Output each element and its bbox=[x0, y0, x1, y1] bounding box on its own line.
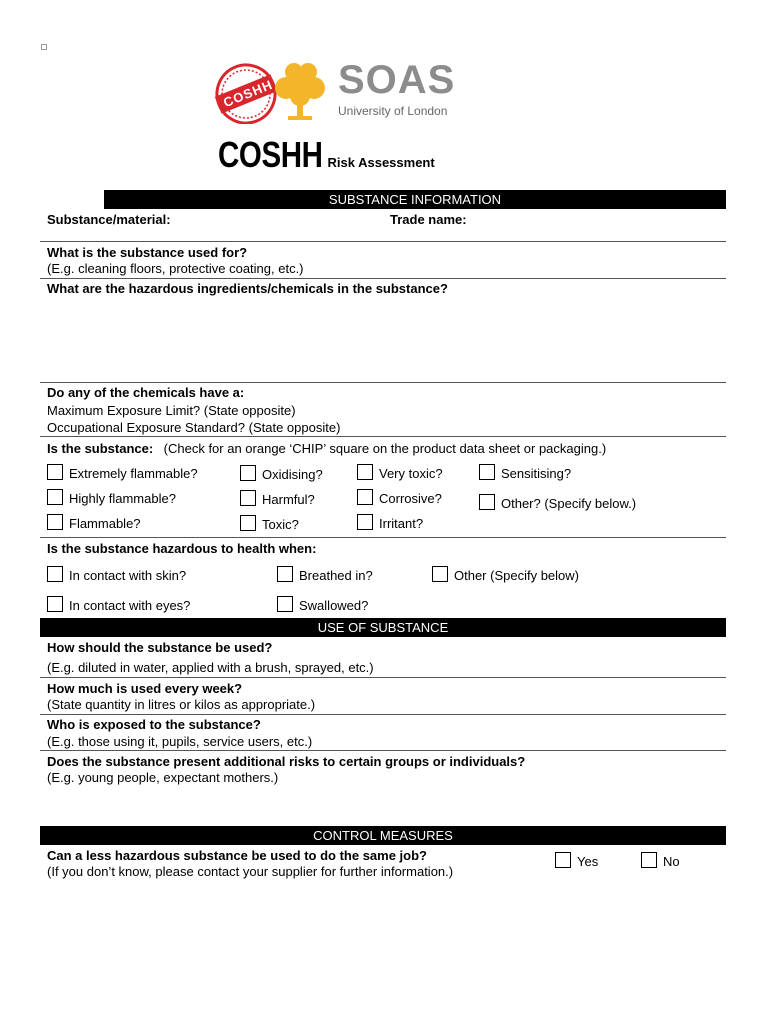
logo-subtitle: University of London bbox=[338, 104, 448, 118]
option-oxidising[interactable] bbox=[240, 465, 323, 482]
checkbox[interactable] bbox=[240, 490, 256, 506]
checkbox[interactable] bbox=[47, 566, 63, 582]
divider bbox=[40, 537, 726, 538]
exposed-hint: (E.g. those using it, pupils, service users, etc.) bbox=[47, 734, 313, 749]
checkbox[interactable] bbox=[357, 489, 373, 505]
option-corrosive[interactable] bbox=[357, 489, 442, 506]
checkbox[interactable] bbox=[47, 514, 63, 530]
divider bbox=[40, 677, 726, 678]
checkbox[interactable] bbox=[47, 596, 63, 612]
option-flammable[interactable] bbox=[47, 514, 141, 531]
stamp-text: COSHH bbox=[221, 76, 275, 111]
checkbox[interactable] bbox=[47, 464, 63, 480]
option-label: In contact with eyes? bbox=[69, 598, 191, 613]
how-much-question: How much is used every week? bbox=[47, 681, 243, 696]
option-label: Extremely flammable? bbox=[69, 466, 198, 481]
checkbox[interactable] bbox=[555, 852, 571, 868]
option-label: In contact with skin? bbox=[69, 568, 187, 583]
risks-question: Does the substance present additional risks to certain groups or individuals? bbox=[47, 754, 526, 769]
option-contact-skin[interactable] bbox=[47, 566, 186, 583]
title-sub: Risk Assessment bbox=[327, 155, 435, 170]
checkbox[interactable] bbox=[641, 852, 657, 868]
checkbox[interactable] bbox=[240, 465, 256, 481]
option-label: Breathed in? bbox=[299, 568, 373, 583]
option-toxic[interactable] bbox=[240, 515, 299, 532]
exposure-line-occ: Occupational Exposure Standard? (State opposite) bbox=[47, 420, 341, 435]
exposure-line-max: Maximum Exposure Limit? (State opposite) bbox=[47, 403, 296, 418]
option-other-health[interactable] bbox=[432, 566, 579, 583]
option-label: Flammable? bbox=[69, 516, 141, 531]
soas-logo bbox=[212, 60, 472, 124]
ingredients-question: What are the hazardous ingredients/chemicals in the substance? bbox=[47, 281, 448, 296]
option-no[interactable] bbox=[641, 852, 680, 869]
option-other-hazard[interactable] bbox=[479, 494, 636, 511]
option-label: Toxic? bbox=[262, 517, 299, 532]
is-substance-question: Is the substance: bbox=[47, 441, 154, 456]
option-swallowed[interactable] bbox=[277, 596, 368, 613]
checkbox[interactable] bbox=[479, 464, 495, 480]
checkbox[interactable] bbox=[357, 464, 373, 480]
divider bbox=[40, 750, 726, 751]
option-label: Oxidising? bbox=[262, 467, 323, 482]
option-sensitising[interactable] bbox=[479, 464, 571, 481]
option-highly-flammable[interactable] bbox=[47, 489, 176, 506]
option-contact-eyes[interactable] bbox=[47, 596, 190, 613]
divider bbox=[40, 382, 726, 383]
option-label: Swallowed? bbox=[299, 598, 369, 613]
checkbox[interactable] bbox=[479, 494, 495, 510]
checkbox[interactable] bbox=[277, 596, 293, 612]
substance-label: Substance/material: bbox=[47, 212, 171, 227]
option-label: Sensitising? bbox=[501, 466, 572, 481]
option-label: Very toxic? bbox=[379, 466, 443, 481]
use-of-substance-heading: USE OF SUBSTANCE bbox=[40, 618, 726, 637]
option-very-toxic[interactable] bbox=[357, 464, 443, 481]
substance-information-heading: SUBSTANCE INFORMATION bbox=[104, 190, 726, 209]
option-extremely-flammable[interactable] bbox=[47, 464, 198, 481]
is-substance-hint: (Check for an orange ‘CHIP’ square on the product data sheet or packaging.) bbox=[163, 441, 607, 456]
checkbox[interactable] bbox=[47, 489, 63, 505]
option-harmful[interactable] bbox=[240, 490, 315, 507]
checkbox[interactable] bbox=[432, 566, 448, 582]
corner-mark bbox=[41, 44, 47, 50]
divider bbox=[40, 241, 726, 242]
divider bbox=[40, 436, 726, 437]
used-for-hint: (E.g. cleaning floors, protective coating, etc.) bbox=[47, 261, 304, 276]
risks-hint: (E.g. young people, expectant mothers.) bbox=[47, 770, 279, 785]
is-substance-row bbox=[47, 440, 606, 458]
less-hazardous-question: Can a less hazardous substance be used to do the same job? bbox=[47, 848, 427, 863]
used-for-question: What is the substance used for? bbox=[47, 245, 248, 260]
option-label: Other? (Specify below.) bbox=[501, 496, 637, 511]
title-main: COSHH bbox=[218, 134, 323, 175]
exposure-question: Do any of the chemicals have a: bbox=[47, 385, 245, 400]
trade-name-label: Trade name: bbox=[390, 212, 467, 227]
page-title bbox=[218, 134, 435, 176]
checkbox[interactable] bbox=[357, 514, 373, 530]
option-yes[interactable] bbox=[555, 852, 598, 869]
divider bbox=[40, 714, 726, 715]
option-label: Irritant? bbox=[379, 516, 424, 531]
control-measures-heading: CONTROL MEASURES bbox=[40, 826, 726, 845]
option-label: Yes bbox=[577, 854, 599, 869]
option-label: Harmful? bbox=[262, 492, 315, 507]
option-label: No bbox=[663, 854, 680, 869]
health-question: Is the substance hazardous to health when: bbox=[47, 541, 317, 556]
option-label: Other (Specify below) bbox=[454, 568, 579, 583]
option-breathed-in[interactable] bbox=[277, 566, 373, 583]
how-used-question: How should the substance be used? bbox=[47, 640, 273, 655]
option-label: Corrosive? bbox=[379, 491, 442, 506]
checkbox[interactable] bbox=[240, 515, 256, 531]
less-hazardous-hint: (If you don’t know, please contact your supplier for further information.) bbox=[47, 864, 454, 879]
logo-brand: SOAS bbox=[338, 58, 456, 102]
divider bbox=[40, 278, 726, 279]
how-used-hint: (E.g. diluted in water, applied with a brush, sprayed, etc.) bbox=[47, 660, 374, 675]
checkbox[interactable] bbox=[277, 566, 293, 582]
exposed-question: Who is exposed to the substance? bbox=[47, 717, 261, 732]
option-irritant[interactable] bbox=[357, 514, 423, 531]
option-label: Highly flammable? bbox=[69, 491, 176, 506]
how-much-hint: (State quantity in litres or kilos as appropriate.) bbox=[47, 697, 316, 712]
